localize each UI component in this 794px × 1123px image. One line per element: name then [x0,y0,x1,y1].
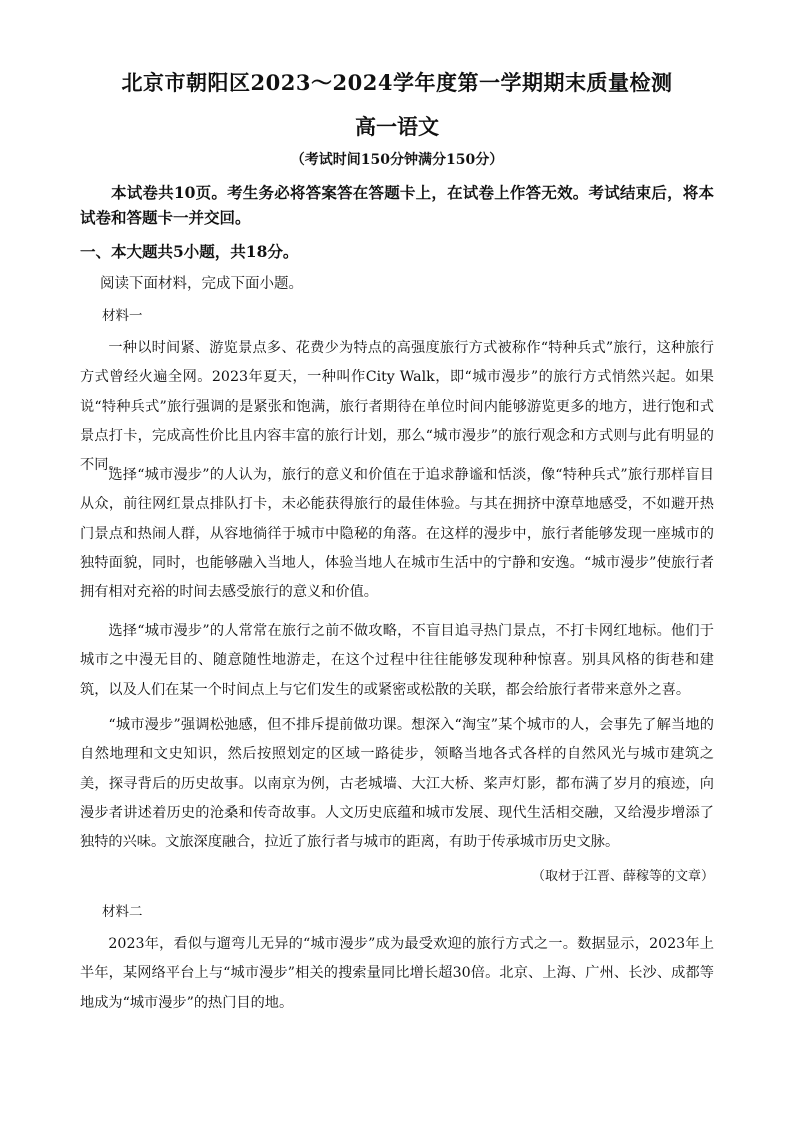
exam-title: 北京市朝阳区2023～2024学年度第一学期期末质量检测 [121,70,673,95]
section-heading: 一、本大题共5小题，共18分。 [80,242,299,261]
material-one-paragraph: “城市漫步”强调松弛感，但不排斥提前做功课。想深入“淘宝”某个城市的人，会事先了解当地的自然地理和文史知识，然后按照划定的区域一路徒步，领略当地各式各样的自然风光与城市建筑之美，探寻背后的历史故事。以南京为例，古老城墙、大江大桥、桨声灯影，都布满了岁月的痕迹，向漫步者讲述着历史的沧桑和传奇故事。人文历史底蕴和城市发展、现代生活相交融，又给漫步增添了独特的兴味。文旅深度融合，拉近了旅行者与城市的距离，有助于传承城市历史文脉。 [80,717,714,851]
material-one-source: （取材于江晋、薛稼等的文章） [531,869,714,884]
exam-time-info: （考试时间150分钟满分150分） [290,152,504,168]
material-one-paragraph: 选择“城市漫步”的人认为，旅行的意义和价值在于追求静谧和恬淡，像“特种兵式”旅行那样盲目从众，前往网红景点排队打卡，未必能获得旅行的最佳体验。与其在拥挤中潦草地感受，不如避开热门景点和热闹人群，从容地徜徉于城市中隐秘的角落。在这样的漫步中，旅行者能够发现一座城市的独特面貌，同时，也能够融入当地人，体验当地人在城市生活中的宁静和安逸。“城市漫步”使旅行者拥有相对充裕的时间去感受旅行的意义和价值。 [80,467,714,601]
material-one-paragraph: 一种以时间紧、游览景点多、花费少为特点的高强度旅行方式被称作“特种兵式”旅行，这种旅行方式曾经火遍全网。2023年夏天，一种叫作City Walk，即“城市漫步”的旅行方式悄然兴起。如果说“特种兵式”旅行强调的是紧张和饱满，旅行者期待在单位时间内能够游览更多的地方，进行饱和式景点打卡，完成高性价比且内容丰富的旅行计划，那么“城市漫步”的旅行观念和方式则与此有明显的不同。 [80,340,714,474]
material-two-paragraph: 2023年，看似与遛弯儿无异的“城市漫步”成为最受欢迎的旅行方式之一。数据显示，2023年上半年，某网络平台上与“城市漫步”相关的搜索量同比增长超30倍。北京、上海、广州、长沙、成都等地成为“城市漫步”的热门目的地。 [80,936,714,1011]
exam-subject: 高一语文 [355,114,439,139]
material-one-paragraph: 选择“城市漫步”的人常常在旅行之前不做攻略，不盲目追寻热门景点，不打卡网红地标。他们于城市之中漫无目的、随意随性地游走，在这个过程中往往能够发现种种惊喜。别具风格的街巷和建筑，以及人们在某一个时间点上与它们发生的或紧密或松散的关联，都会给旅行者带来意外之喜。 [80,623,714,698]
exam-notice: 本试卷共10页。考生务必将答案答在答题卡上，在试卷上作答无效。考试结束后，将本试卷和答题卡一并交回。 [80,183,714,227]
material-one-label: 材料一 [102,308,143,324]
material-two-label: 材料二 [102,904,143,920]
section-instruction: 阅读下面材料，完成下面小题。 [100,276,303,292]
